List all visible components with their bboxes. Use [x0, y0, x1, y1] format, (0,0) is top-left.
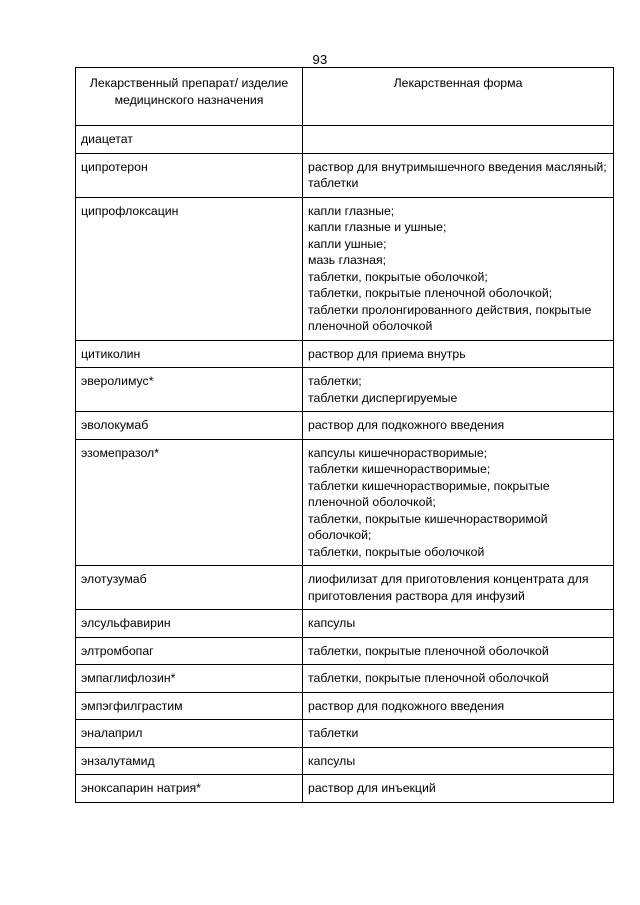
dosage-form-cell: раствор для приема внутрь [303, 340, 614, 368]
table-row [76, 665, 614, 693]
table-header-row [76, 68, 614, 126]
table-row [76, 197, 614, 340]
drug-name-cell: эноксапарин натрия* [76, 775, 303, 803]
column-header-drug: Лекарственный препарат/ изделие медицинского назначения [76, 68, 303, 126]
table-row [76, 610, 614, 638]
drug-table [75, 67, 614, 803]
dosage-form-cell: лиофилизат для приготовления концентрата для приготовления раствора для инфузий [303, 566, 614, 610]
drug-name-cell: диацетат [76, 126, 303, 154]
dosage-form-cell: капсулы [303, 747, 614, 775]
drug-name-cell: эмпэгфилграстим [76, 692, 303, 720]
table-body [76, 126, 614, 803]
dosage-form-cell: раствор для внутримышечного введения масляный; таблетки [303, 153, 614, 197]
drug-name-cell: элтромбопаг [76, 637, 303, 665]
dosage-form-cell [303, 126, 614, 154]
drug-name-cell: эналаприл [76, 720, 303, 748]
drug-name-cell: эволокумаб [76, 412, 303, 440]
drug-name-cell: эверолимус* [76, 368, 303, 412]
dosage-form-cell: таблетки [303, 720, 614, 748]
drug-name-cell: ципрофлоксацин [76, 197, 303, 340]
dosage-form-cell: раствор для подкожного введения [303, 692, 614, 720]
dosage-form-cell: раствор для инъекций [303, 775, 614, 803]
table-row [76, 692, 614, 720]
table-row [76, 412, 614, 440]
table-row [76, 747, 614, 775]
dosage-form-cell: таблетки; таблетки диспергируемые [303, 368, 614, 412]
table-row [76, 566, 614, 610]
dosage-form-cell: капсулы кишечнорастворимые; таблетки кишечнорастворимые; таблетки кишечнорастворимые, покрытые пленочной оболочкой; таблетки, покрытые кишечнорастворимой оболочкой; таблетки, покрытые оболочкой [303, 439, 614, 566]
page-number: 93 [312, 52, 328, 67]
table-row [76, 153, 614, 197]
drug-name-cell: элсульфавирин [76, 610, 303, 638]
dosage-form-cell: раствор для подкожного введения [303, 412, 614, 440]
table-row [76, 775, 614, 803]
dosage-form-cell: капсулы [303, 610, 614, 638]
drug-name-cell: ципротерон [76, 153, 303, 197]
drug-name-cell: цитиколин [76, 340, 303, 368]
drug-name-cell: энзалутамид [76, 747, 303, 775]
drug-name-cell: эзомепразол* [76, 439, 303, 566]
table-row [76, 720, 614, 748]
table-row [76, 126, 614, 154]
dosage-form-cell: таблетки, покрытые пленочной оболочкой [303, 665, 614, 693]
table-row [76, 439, 614, 566]
table-row [76, 368, 614, 412]
dosage-form-cell: капли глазные; капли глазные и ушные; капли ушные; мазь глазная; таблетки, покрытые оболочкой; таблетки, покрытые пленочной оболочкой; таблетки пролонгированного действия, покрытые пленочной оболочкой [303, 197, 614, 340]
table-row [76, 637, 614, 665]
drug-name-cell: элотузумаб [76, 566, 303, 610]
drug-name-cell: эмпаглифлозин* [76, 665, 303, 693]
dosage-form-cell: таблетки, покрытые пленочной оболочкой [303, 637, 614, 665]
column-header-form: Лекарственная форма [303, 68, 614, 126]
table-row [76, 340, 614, 368]
